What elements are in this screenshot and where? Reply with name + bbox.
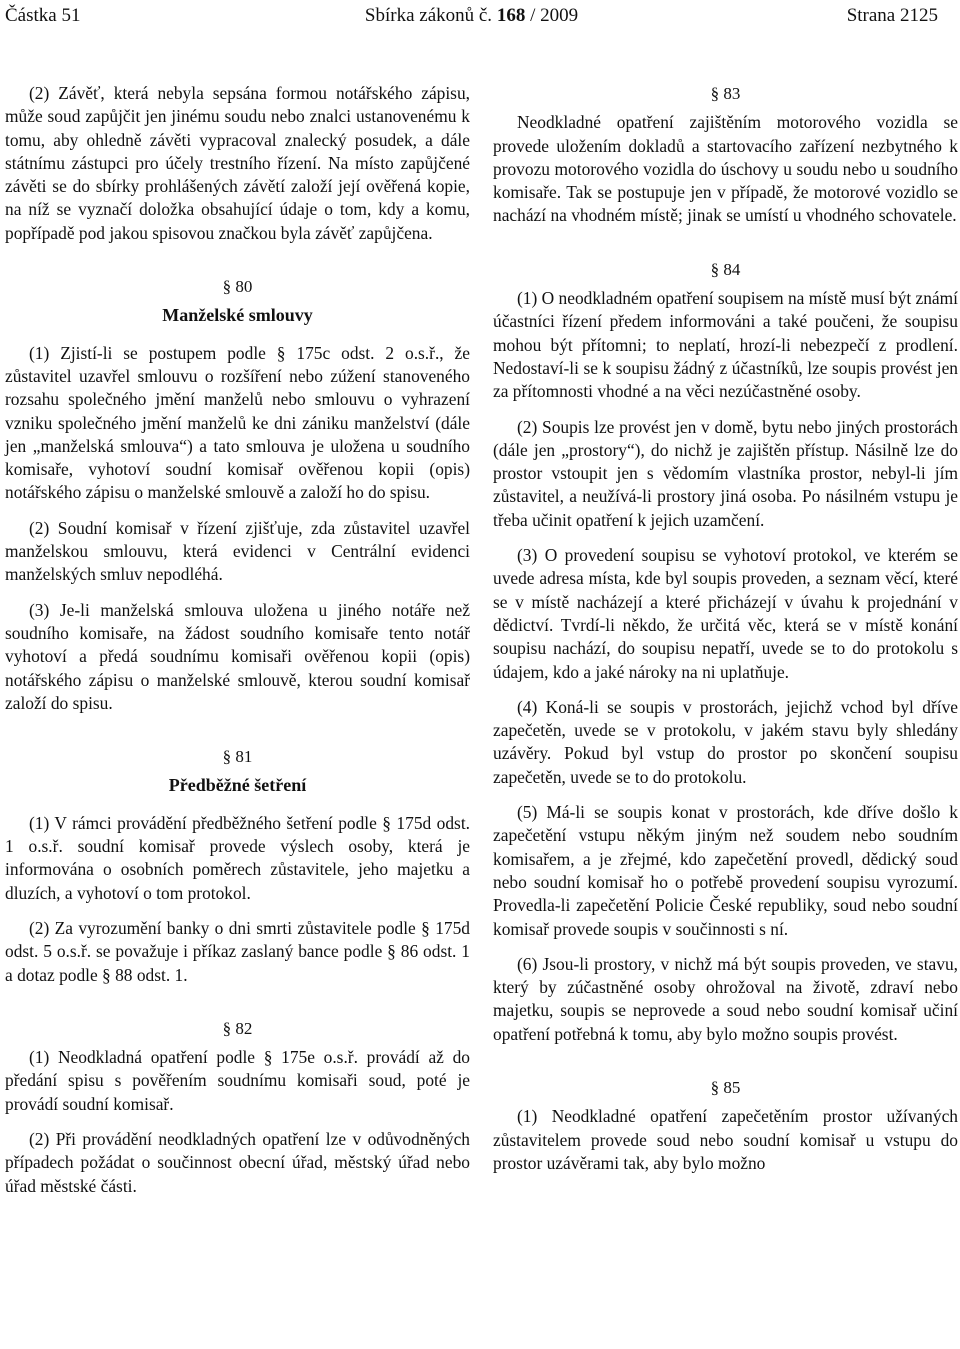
header-issue: Částka 51 (5, 5, 81, 26)
left-column (5, 82, 470, 1210)
paragraph: (1) Neodkladné opatření zapečetěním prostor užívaných zůstavitelem provede soud nebo soudní komisař u vstupu do prostor uzávěrami tak, aby bylo možno (493, 1106, 958, 1173)
header-page-number: Strana 2125 (846, 5, 938, 26)
section-heading-84: § 84 (710, 259, 741, 279)
paragraph: (1) O neodkladném opatření soupisem na místě musí být známí účastníci řízení předem informováni a také poučeni, že soupisu mohou být přítomni; to neplatí, hrozí-li nebezpečí z prodlení. Nedostaví-li se k soupisu žádný z účastníků, lze soupis provést jen za přítomnosti vhodné a na věci nezúčastněné osoby. (493, 288, 958, 402)
paragraph: (6) Jsou-li prostory, v nichž má být soupis proveden, ve stavu, který by zúčastněné osoby ohrožoval na životě, zdraví nebo majetku, soupis se neprovede a soud nebo soudní komisař učiní opatření potřebná k tomu, aby bylo možno soupis provést. (493, 953, 958, 1044)
paragraph: (1) Neodkladná opatření podle § 175e o.s.ř. provádí až do předání spisu s pověřením soudnímu komisaři soud, poté je provádí soudní komisař. (5, 1047, 470, 1114)
paragraph: (2) Při provádění neodkladných opatření lze v odůvodněných případech požádat o součinnost obecní úřad, městský úřad nebo úřad městské části. (5, 1128, 470, 1196)
header-law-number: 168 (496, 5, 526, 26)
paragraph: (2) Za vyrozumění banky o dni smrti zůstavitele podle § 175d odst. 5 o.s.ř. se považuje i příkaz zaslaný bance podle § 86 odst. 1 a dotaz podle § 88 odst. 1. (5, 917, 470, 985)
section-title-80: Manželské smlouvy (162, 305, 313, 326)
paragraph: (1) V rámci provádění předběžného šetření podle § 175d odst. 1 o.s.ř. soudní komisař provede výslech osoby, která je informována o osobních poměrech zůstavitele, jeho majetku a dluzích, a vyhotoví o tom protokol. (5, 812, 470, 903)
section-heading-85: § 85 (710, 1077, 741, 1097)
paragraph: (2) Soupis lze provést jen v domě, bytu nebo jiných prostorách (dále jen „prostory“), do nichž je zajištěn přístup. Násilně lze do prostor vstoupit jen s vědomím vlastníka prostor, nebyl-li jím zůstavitel, a neužívá-li prostory jiná osoba. Po násilném vstupu je třeba učinit opatření k jejich uzamčení. (493, 416, 958, 530)
section-heading-83: § 83 (710, 84, 741, 103)
paragraph: (2) Soudní komisař v řízení zjišťuje, zda zůstavitel uzavřel manželskou smlouvu, která evidenci v Centrální evidenci manželských smluv nepodléhá. (5, 517, 470, 585)
page-header (5, 0, 938, 32)
section-title-81: Předběžné šetření (168, 775, 307, 796)
paragraph: (3) O provedení soupisu se vyhotoví protokol, ve kterém se uvede adresa místa, kde byl soupis proveden, a seznam věcí, které se v místě nacházejí a které přicházejí v úvahu k projednání v dědictví. Tvrdí-li někdo, že určitá věc, která se v místě konání soupisu nachází, do soupisu nepatří, uvede se to do protokolu s údajem, kdo a jaké nároky na ni uplatňuje. (493, 545, 958, 682)
section-heading-80: § 80 (222, 277, 253, 297)
header-collection: Sbírka zákonů č. 168 / 2009 (364, 5, 579, 26)
right-column (493, 82, 958, 1187)
paragraph: Neodkladné opatření zajištěním motorového vozidla se provede uložením dokladů a startovacího zařízení nezbytného k provozu motorového vozidla do úschovy u soudu nebo u soudního komisaře. Tak se postupuje jen v případě, že motorové vozidlo se nachází na vhodném místě; jinak se umístí u vhodného schovatele. (493, 112, 958, 226)
section-heading-82: § 82 (222, 1018, 253, 1038)
paragraph: (1) Zjistí-li se postupem podle § 175c odst. 2 o.s.ř., že zůstavitel uzavřel smlouvu o rozšíření nebo zúžení stanoveného rozsahu společného jmění manželů nebo smlouvu o vyhrazení vzniku společného jmění manželů ke dni zániku manželství (dále jen „manželská smlouva“) a tato smlouva je uložena u soudního komisaře, vyhotoví soudní komisař ověřenou kopii (opis) notářského zápisu o manželské smlouvě a založí ho do spisu. (5, 342, 470, 503)
paragraph: (3) Je-li manželská smlouva uložena u jiného notáře než soudního komisaře, na žádost soudního komisaře tento notář vyhotoví a předá soudnímu komisaři ověřenou kopii (opis) notářského zápisu o manželské smlouvě, kterou soudní komisař založí do spisu. (5, 599, 470, 713)
paragraph: (2) Závěť, která nebyla sepsána formou notářského zápisu, může soud zapůjčit jen jinému soudu nebo znalci ustanovenému k tomu, aby ohledně závěti vypracoval znalecký posudek, a dále státnímu zástupci pro účely trestního řízení. Na místo zapůjčené závěti se do sbírky prohlášených závětí založí její ověřená kopie, na níž se vyznačí doložka obsahující údaje o tom, kdy a komu, popřípadě pod jakou spisovou značkou byla závěť zapůjčena. (5, 83, 470, 243)
paragraph: (5) Má-li se soupis konat v prostorách, kde dříve došlo k zapečetění vstupu někým jiným než soudem nebo soudním komisařem, a je zřejmé, kdo zapečetění provedl, dědický soud nebo soudní komisař ho o potřebě provedení soupisu vyrozumí. Provedla-li zapečetění Policie České republiky, soud nebo soudní komisař provede soupis v součinnosti s ní. (493, 802, 958, 939)
section-heading-81: § 81 (222, 747, 253, 767)
paragraph: (4) Koná-li se soupis v prostorách, jejichž vchod byl dříve zapečetěn, uvede se v protokolu, v jakém stavu byly shledány uzávěry. Pokud byl vstup do prostor po skončení soupisu zapečetěn, uvede se to do protokolu. (493, 696, 958, 787)
